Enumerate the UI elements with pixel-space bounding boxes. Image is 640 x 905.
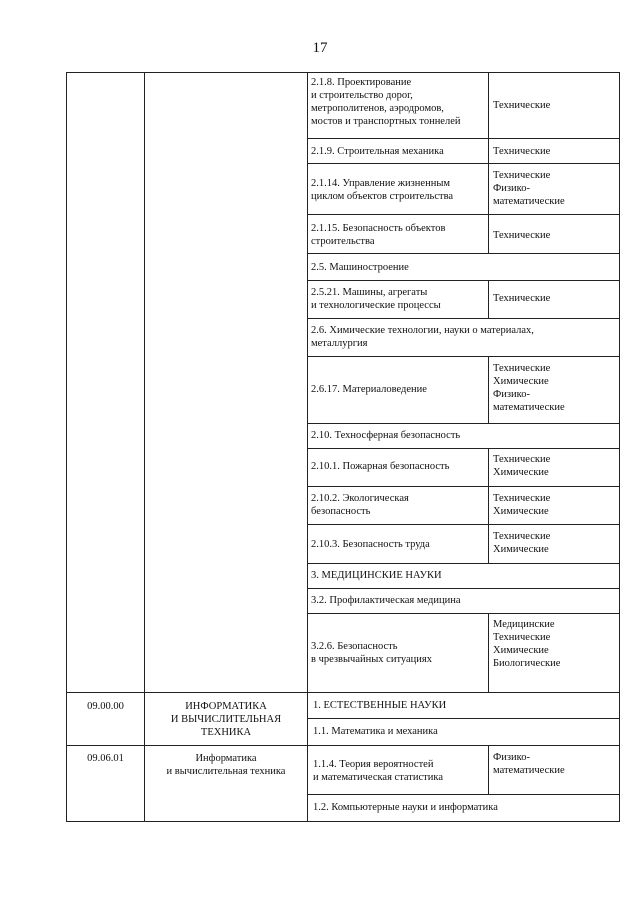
row-line (307, 588, 620, 589)
sciences-cell: Технические Химические Физико- математические (493, 363, 565, 413)
row-line (307, 214, 620, 215)
row-line (307, 613, 620, 614)
sciences-cell: Технические (493, 100, 551, 111)
group-cell: 2.6. Химические технологии, науки о материалах, металлургия (311, 325, 534, 349)
sciences-cell: Технические Химические (493, 493, 551, 517)
table-border-top (66, 72, 620, 73)
row-line (307, 280, 620, 281)
field-cell: 2.10.1. Пожарная безопасность (311, 461, 450, 472)
field-cell: 2.5.21. Машины, агрегаты и технологические процессы (311, 287, 441, 311)
sciences-cell: Технические (493, 293, 551, 304)
name-cell: ИНФОРМАТИКА И ВЫЧИСЛИТЕЛЬНАЯ ТЕХНИКА (170, 701, 282, 738)
sciences-cell: Технические (493, 146, 551, 157)
row-line (307, 318, 620, 319)
row-line (307, 423, 620, 424)
table-border-right (619, 72, 620, 822)
sciences-cell: Физико- математические (493, 752, 565, 776)
col-divider-3 (488, 745, 489, 794)
row-line (307, 524, 620, 525)
code-cell: 09.00.00 (87, 701, 124, 712)
group-cell: 2.10. Техносферная безопасность (311, 430, 461, 441)
field-cell: 2.1.15. Безопасность объектов строительства (311, 223, 446, 247)
row-line (307, 138, 620, 139)
page-number: 17 (312, 40, 328, 56)
row-line (307, 253, 620, 254)
table-border-bottom (66, 821, 620, 822)
sciences-cell: Технические (493, 230, 551, 241)
field-cell: 2.10.3. Безопасность труда (311, 539, 430, 550)
field-cell: 2.1.9. Строительная механика (311, 146, 444, 157)
col-divider-1 (144, 72, 145, 822)
row-line (307, 356, 620, 357)
field-cell: 2.10.2. Экологическая безопасность (311, 493, 409, 517)
sciences-cell: Технические Физико- математические (493, 170, 565, 207)
code-cell: 09.06.01 (87, 753, 124, 764)
field-cell: 3.2.6. Безопасность в чрезвычайных ситуациях (311, 641, 432, 665)
col-divider-3 (488, 613, 489, 692)
col-divider-3 (488, 448, 489, 563)
row-line (307, 486, 620, 487)
row-line (307, 163, 620, 164)
sciences-cell: Медицинские Технические Химические Биологические (493, 619, 561, 669)
row-line (307, 718, 620, 719)
field-cell: 1.1.4. Теория вероятностей и математическая статистика (313, 759, 443, 783)
group-cell: 2.5. Машиностроение (311, 262, 409, 273)
row-line (307, 692, 620, 693)
row-line (307, 563, 620, 564)
name-cell: Информатика и вычислительная техника (166, 753, 286, 777)
sciences-cell: Технические Химические (493, 531, 551, 555)
group-cell: 1. ЕСТЕСТВЕННЫЕ НАУКИ (313, 700, 447, 711)
sciences-cell: Технические Химические (493, 454, 551, 478)
col-divider-3 (488, 280, 489, 318)
row-line-left (66, 692, 308, 693)
group-cell: 3. МЕДИЦИНСКИЕ НАУКИ (311, 570, 442, 581)
group-cell: 1.2. Компьютерные науки и информатика (313, 802, 498, 813)
row-line-left (66, 745, 308, 746)
col-divider-3 (488, 356, 489, 423)
group-cell: 1.1. Математика и механика (313, 726, 438, 737)
row-line (307, 794, 620, 795)
field-cell: 2.6.17. Материаловедение (311, 384, 427, 395)
row-line (307, 745, 620, 746)
field-cell: 2.1.14. Управление жизненным циклом объектов строительства (311, 178, 454, 202)
col-divider-2 (307, 72, 308, 822)
group-cell: 3.2. Профилактическая медицина (311, 595, 461, 606)
col-divider-3 (488, 72, 489, 253)
field-cell: 2.1.8. Проектирование и строительство дорог, метрополитенов, аэродромов, мостов и транспортных тоннелей (311, 77, 461, 127)
row-line (307, 448, 620, 449)
